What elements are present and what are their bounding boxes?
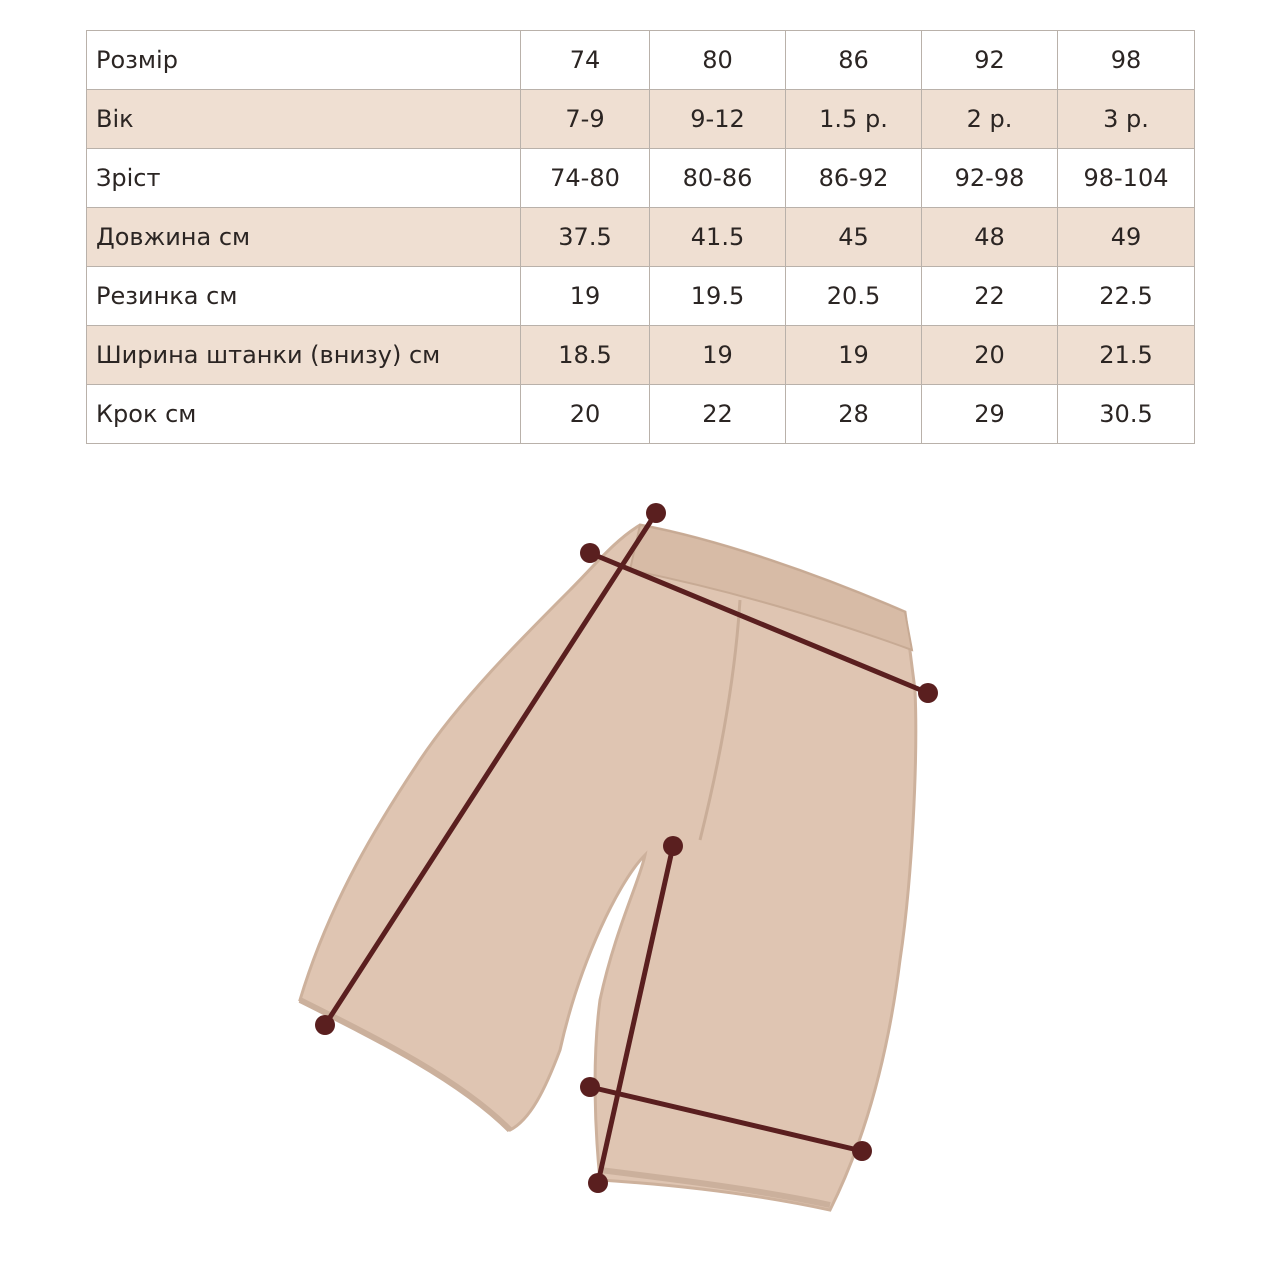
- table-cell: 3 р.: [1058, 90, 1195, 149]
- table-row: [87, 90, 1195, 149]
- table-cell: 21.5: [1058, 326, 1195, 385]
- table-cell: 18.5: [521, 326, 650, 385]
- table-cell: 37.5: [521, 208, 650, 267]
- row-label: Довжина см: [87, 208, 521, 267]
- table-cell: 74: [521, 31, 650, 90]
- table-cell: 29: [922, 385, 1058, 444]
- table-cell: 22.5: [1058, 267, 1195, 326]
- row-label: Ширина штанки (внизу) см: [87, 326, 521, 385]
- table-cell: 41.5: [650, 208, 786, 267]
- table-cell: 22: [922, 267, 1058, 326]
- row-label: Резинка см: [87, 267, 521, 326]
- table-cell: 19: [786, 326, 922, 385]
- row-label: Зріст: [87, 149, 521, 208]
- table-row: [87, 267, 1195, 326]
- table-cell: 20.5: [786, 267, 922, 326]
- table-cell: 1.5 р.: [786, 90, 922, 149]
- table-cell: 80-86: [650, 149, 786, 208]
- table-cell: 48: [922, 208, 1058, 267]
- table-cell: 80: [650, 31, 786, 90]
- table-cell: 30.5: [1058, 385, 1195, 444]
- table-cell: 22: [650, 385, 786, 444]
- size-chart-table: [86, 30, 1195, 444]
- size-chart-body: [87, 31, 1195, 444]
- table-cell: 19: [650, 326, 786, 385]
- table-row: [87, 326, 1195, 385]
- table-cell: 2 р.: [922, 90, 1058, 149]
- row-label: Розмір: [87, 31, 521, 90]
- table-cell: 98-104: [1058, 149, 1195, 208]
- table-cell: 74-80: [521, 149, 650, 208]
- table-row: [87, 385, 1195, 444]
- table-cell: 92: [922, 31, 1058, 90]
- pants-measurement-illustration: [0, 470, 1280, 1280]
- table-row: [87, 31, 1195, 90]
- row-label: Крок см: [87, 385, 521, 444]
- table-cell: 20: [521, 385, 650, 444]
- pants-shape: [300, 525, 916, 1210]
- table-cell: 28: [786, 385, 922, 444]
- table-cell: 86: [786, 31, 922, 90]
- row-label: Вік: [87, 90, 521, 149]
- table-cell: 20: [922, 326, 1058, 385]
- table-row: [87, 149, 1195, 208]
- table-cell: 49: [1058, 208, 1195, 267]
- table-cell: 86-92: [786, 149, 922, 208]
- table-cell: 19.5: [650, 267, 786, 326]
- table-cell: 98: [1058, 31, 1195, 90]
- table-cell: 45: [786, 208, 922, 267]
- table-cell: 9-12: [650, 90, 786, 149]
- table-cell: 92-98: [922, 149, 1058, 208]
- table-cell: 7-9: [521, 90, 650, 149]
- table-cell: 19: [521, 267, 650, 326]
- table-row: [87, 208, 1195, 267]
